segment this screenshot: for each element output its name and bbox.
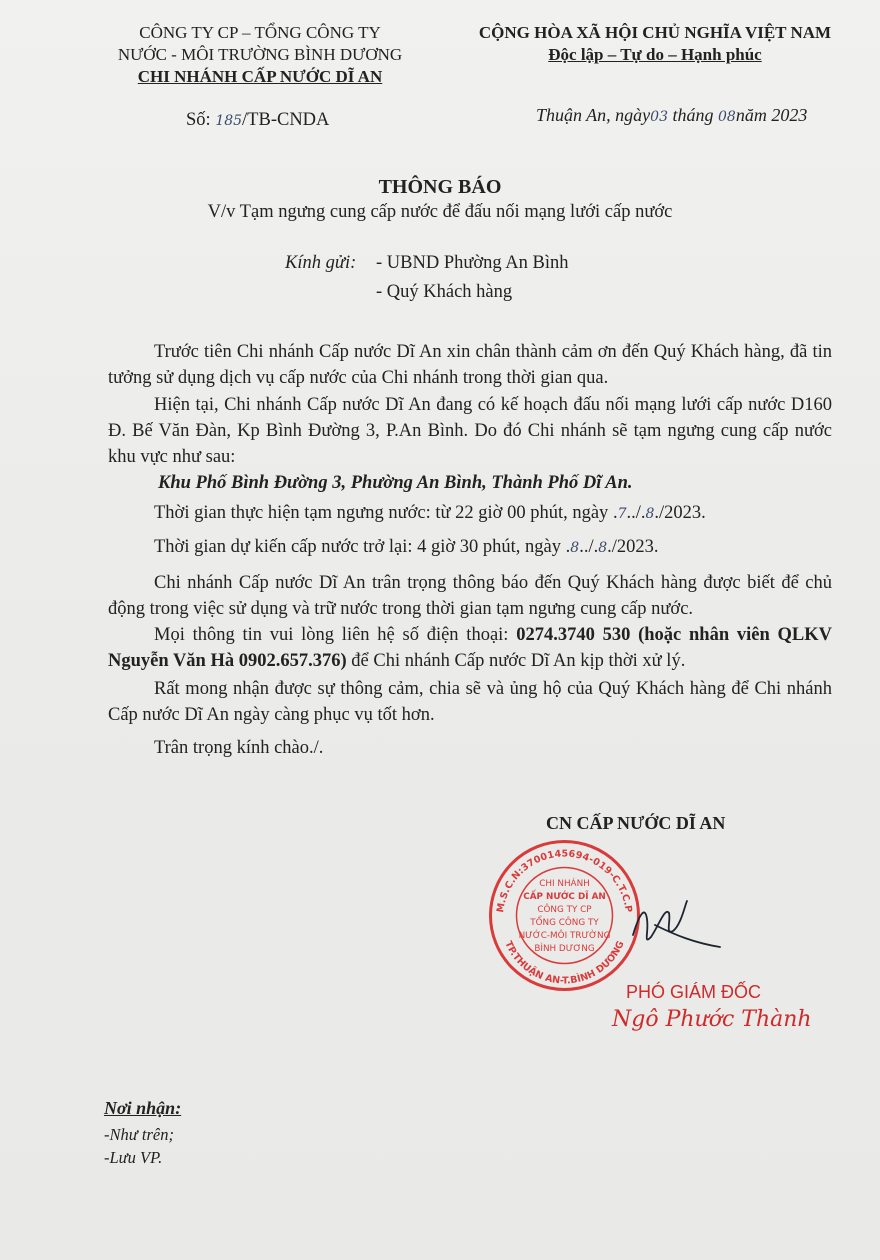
signature-org: CN CẤP NƯỚC DĨ AN — [546, 813, 726, 833]
footer-recipients-label: Nơi nhận: — [104, 1098, 182, 1118]
national-title: CỘNG HÒA XÃ HỘI CHỦ NGHĨA VIỆT NAM — [478, 23, 832, 42]
date-month: 08 — [718, 109, 736, 125]
document-number — [186, 110, 329, 131]
national-header — [450, 22, 860, 66]
seal-line-2: CẤP NƯỚC DĨ AN — [523, 892, 606, 902]
resume-year: /2023. — [611, 537, 659, 557]
seal-outer-top: M.S.C.N:3700145694-019-C.T.C.P — [495, 848, 634, 914]
signer-name: Ngô Phước Thành — [612, 1007, 812, 1032]
affected-area: Khu Phố Bình Đường 3, Phường An Bình, Thành Phố Dĩ An. — [158, 473, 633, 493]
contact-lead: Mọi thông tin vui lòng liên hệ số điện thoại: — [154, 625, 509, 645]
issuer-branch: CHI NHÁNH CẤP NƯỚC DĨ AN — [137, 67, 383, 86]
paragraph-thanks — [108, 339, 832, 391]
company-seal — [487, 838, 642, 993]
recipient-2: - Quý Khách hàng — [376, 282, 513, 302]
stop-month: 8 — [645, 506, 655, 522]
date-month-label: tháng — [672, 105, 714, 125]
paragraph-thanks-text: Trước tiên Chi nhánh Cấp nước Dĩ An xin chân thành cảm ơn đến Quý Khách hàng, đã tin tưởng sử dụng dịch vụ cấp nước của Chi nhánh trong thời gian qua. — [108, 342, 832, 388]
date-day: 03 — [650, 109, 668, 125]
doc-number-suffix: /TB-CNDA — [242, 110, 330, 130]
footer-recipient-2: -Lưu VP. — [104, 1148, 163, 1167]
document-subject: V/v Tạm ngưng cung cấp nước để đấu nối mạng lưới cấp nước — [207, 202, 673, 222]
paragraph-contact — [108, 622, 832, 674]
issuer-line-2: NƯỚC - MÔI TRƯỜNG BÌNH DƯƠNG — [117, 45, 403, 64]
footer-recipient-1: -Như trên; — [104, 1125, 174, 1144]
document-date — [536, 105, 807, 126]
date-year: năm 2023 — [735, 105, 808, 125]
document-title: THÔNG BÁO — [378, 176, 502, 198]
paragraph-appreciation-text: Rất mong nhận được sự thông cảm, chia sẽ và ủng hộ của Quý Khách hàng để Chi nhánh Cấp nước Dĩ An ngày càng phục vụ tốt hơn. — [108, 679, 832, 725]
date-place: Thuận An, ngày — [536, 105, 651, 125]
handwritten-signature — [625, 895, 725, 965]
seal-outer-bottom: TP.THUẬN AN-T.BÌNH DƯƠNG — [502, 939, 627, 987]
paragraph-plan-text: Hiện tại, Chi nhánh Cấp nước Dĩ An đang có kế hoạch đấu nối mạng lưới cấp nước D160 Đ. Bế Văn Đàn, Kp Bình Đường 3, P.An Bình. Do đó Chi nhánh sẽ tạm ngưng cung cấp nước khu vực như sau: — [108, 395, 832, 467]
stop-day: 7 — [617, 506, 627, 522]
closing: Trân trọng kính chào./. — [154, 738, 324, 758]
paragraph-plan — [108, 392, 832, 470]
seal-line-4: TỔNG CÔNG TY — [530, 918, 599, 928]
doc-number-handwritten: 185 — [215, 113, 243, 129]
stop-time-text: Thời gian thực hiện tạm ngưng nước: từ 22 giờ 00 phút, ngày — [154, 503, 609, 523]
recipient-1: - UBND Phường An Bình — [376, 253, 569, 273]
seal-line-1: CHI NHÁNH — [539, 879, 590, 889]
contact-phone: 0274.3740 530 (hoặc nhân viên QLKV Nguyễn Văn Hà 0902.657.376) — [108, 625, 833, 671]
recipients-label: Kính gửi: — [285, 253, 357, 273]
resume-month: 8 — [598, 540, 608, 556]
contact-tail: để Chi nhánh Cấp nước Dĩ An kịp thời xử lý. — [351, 651, 686, 671]
issuer-header — [90, 22, 430, 88]
resume-time-text: Thời gian dự kiến cấp nước trở lại: 4 giờ 30 phút, ngày — [154, 537, 562, 557]
seal-line-6: BÌNH DƯƠNG — [534, 944, 595, 954]
paragraph-appreciation — [108, 676, 832, 728]
signer-position: PHÓ GIÁM ĐỐC — [626, 982, 762, 1002]
stop-time-line: Thời gian thực hiện tạm ngưng nước: từ 22 giờ 00 phút, ngày .7../.8./2023. — [154, 503, 706, 523]
stop-year: /2023. — [659, 503, 706, 523]
resume-time-line: Thời gian dự kiến cấp nước trở lại: 4 giờ 30 phút, ngày .8../.8./2023. — [154, 537, 659, 557]
paragraph-notice-text: Chi nhánh Cấp nước Dĩ An trân trọng thông báo đến Quý Khách hàng được biết để chủ động trong việc sử dụng và trữ nước trong thời gian tạm ngưng cung cấp nước. — [108, 573, 832, 619]
seal-line-5: NƯỚC-MÔI TRƯỜNG — [518, 931, 611, 941]
resume-day: 8 — [570, 540, 580, 556]
issuer-line-1: CÔNG TY CP – TỔNG CÔNG TY — [139, 23, 381, 42]
seal-line-3: CÔNG TY CP — [537, 905, 592, 915]
doc-number-prefix: Số: — [186, 110, 211, 130]
paragraph-notice — [108, 570, 832, 622]
national-motto: Độc lập – Tự do – Hạnh phúc — [548, 45, 762, 64]
